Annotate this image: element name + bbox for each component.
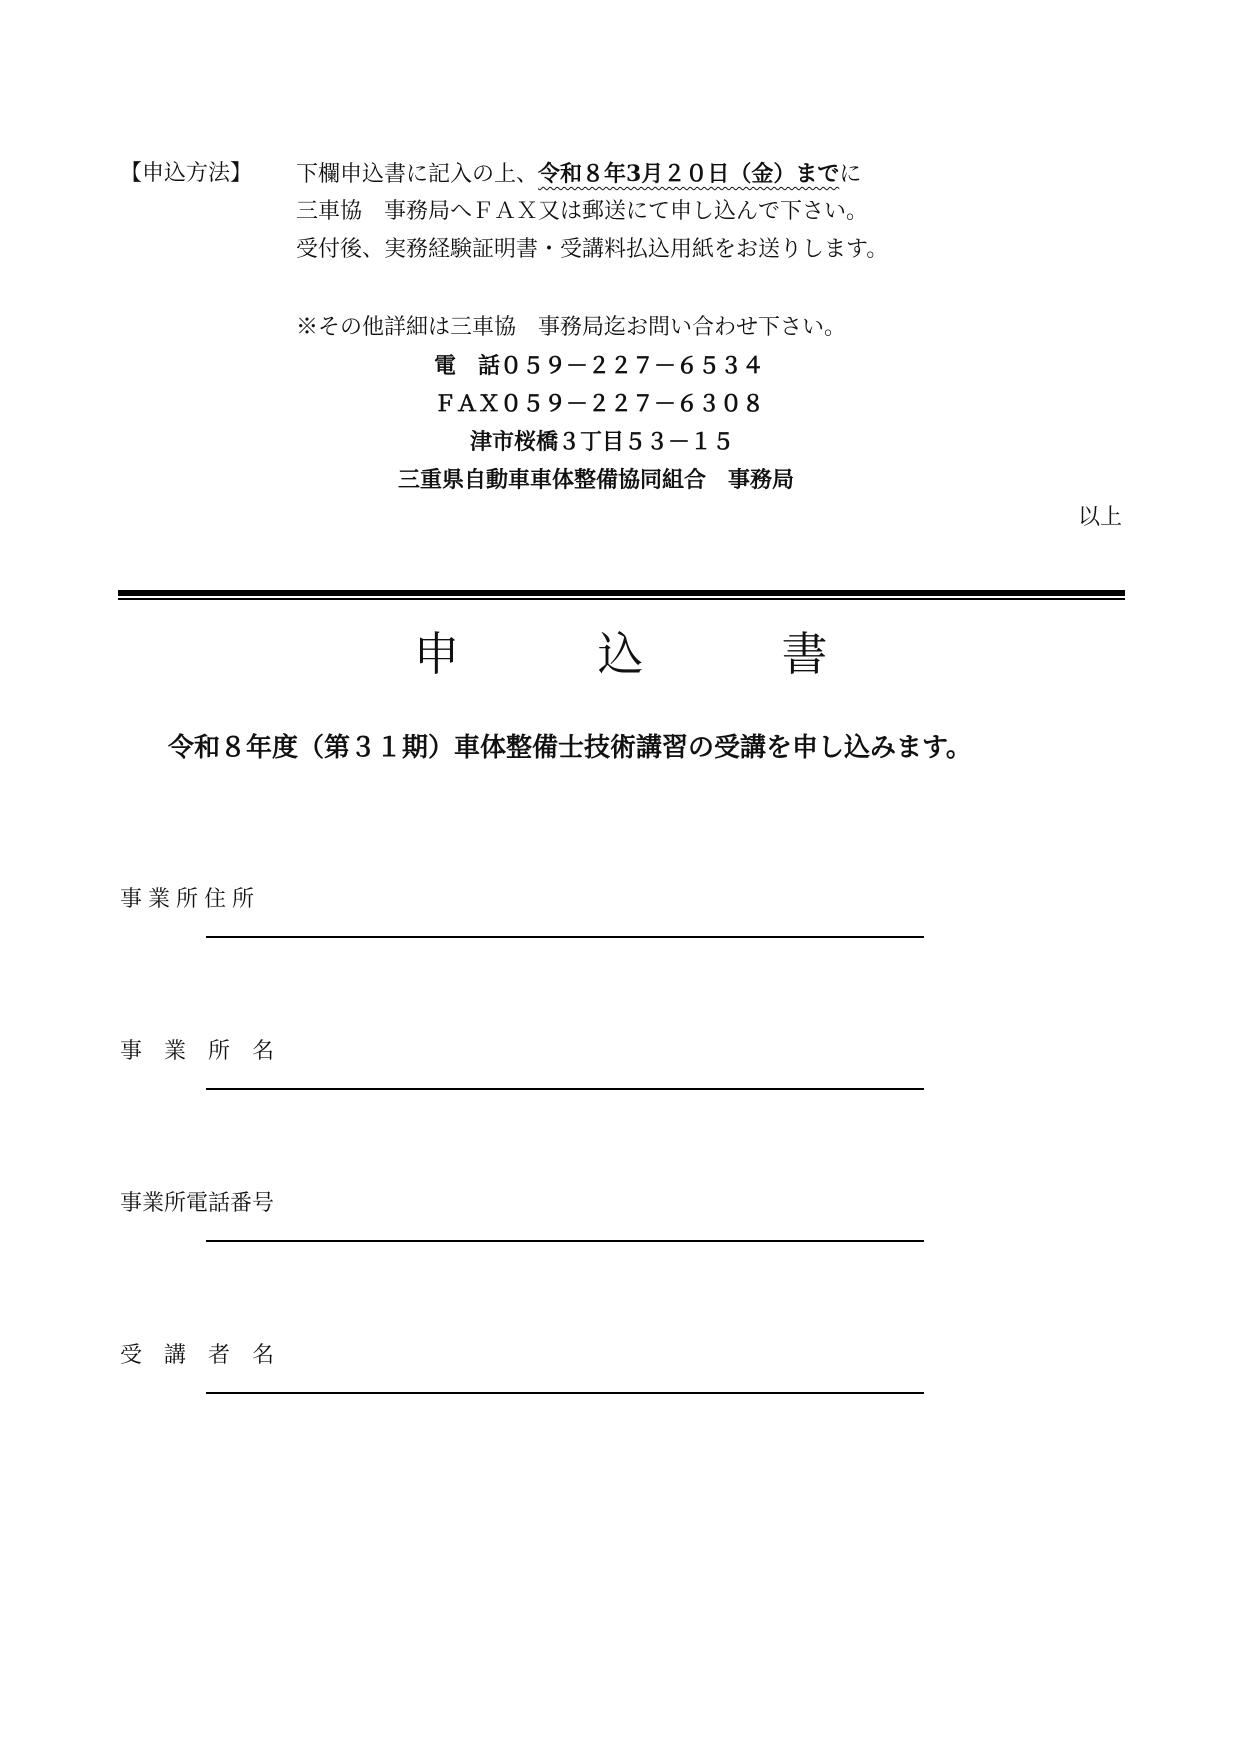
deadline-date: 令和８年3月２０日（金）まで: [538, 161, 840, 187]
closing-text: 以上: [1078, 505, 1123, 530]
field-line-attendee-name[interactable]: [206, 1392, 924, 1394]
field-line-business-name[interactable]: [206, 1088, 924, 1090]
divider-thick: [118, 590, 1125, 596]
form-title: 申 込 書: [413, 627, 828, 681]
form-subtitle: 令和８年度（第３１期）車体整備士技術講習の受講を申し込みます。: [168, 733, 972, 763]
method-label: 【申込方法】: [120, 161, 253, 186]
field-line-business-address[interactable]: [206, 936, 924, 938]
divider-thin: [118, 598, 1125, 600]
field-label-business-phone: 事業所電話番号: [120, 1191, 275, 1216]
contact-phone: 電 話０５９－２２７－６５３４: [434, 353, 765, 379]
field-label-business-name: 事 業 所 名: [120, 1039, 275, 1064]
method-line-1-prefix: 下欄申込書に記入の上、: [296, 162, 539, 187]
contact-note: ※その他詳細は三車協 事務局迄お問い合わせ下さい。: [296, 315, 847, 340]
contact-fax: ＦＡＸ０５９－２２７－６３０８: [434, 391, 765, 417]
method-line-3: 受付後、実務経験証明書・受講料払込用紙をお送りします。: [296, 237, 889, 262]
field-label-business-address: 事業所住所: [120, 887, 261, 912]
method-line-1: [296, 158, 861, 191]
field-line-business-phone[interactable]: [206, 1240, 924, 1242]
contact-organization: 三重県自動車車体整備協同組合 事務局: [398, 467, 795, 493]
method-line-1-suffix: に: [839, 162, 862, 187]
contact-address: 津市桜橋３丁目５３－１５: [470, 429, 735, 455]
method-line-2: 三車協 事務局へＦＡＸ又は郵送にて申し込んで下さい。: [296, 199, 869, 224]
field-label-attendee-name: 受 講 者 名: [120, 1343, 275, 1368]
